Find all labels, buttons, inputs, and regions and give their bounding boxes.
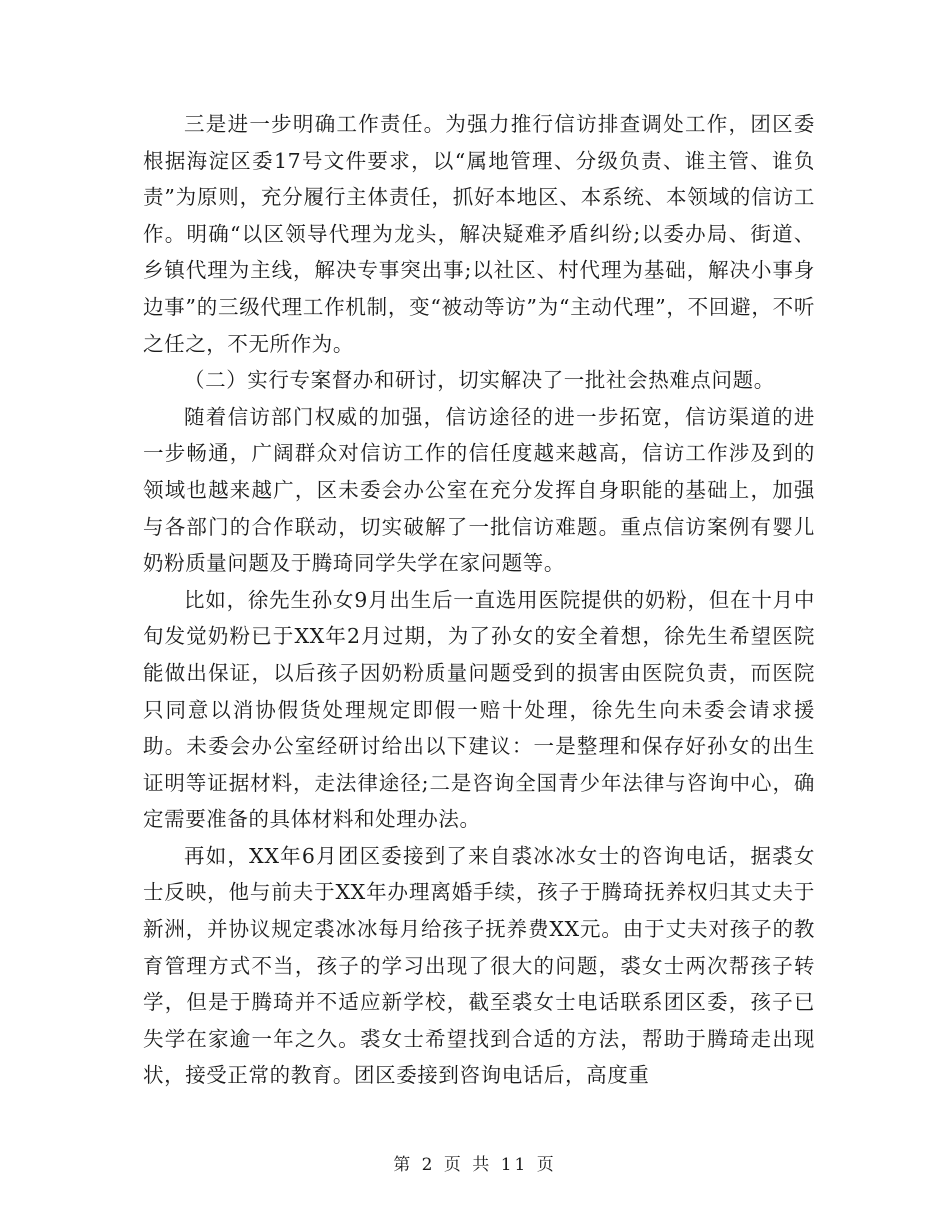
page-footer: 第 2 页 共 11 页	[393, 1155, 557, 1175]
paragraph-example-milk-powder: 比如，徐先生孙女9月出生后一直选用医院提供的奶粉，但在十月中旬发觉奶粉已于XX年2月过期，为了孙女的安全着想，徐先生希望医院能做出保证，以后孩子因奶粉质量问题受到的损害由医院负责，而医院只同意以消协假货处理规定即假一赔十处理，徐先生向未委会请求援助。未委会办公室经研讨给出以下建议：一是整理和保存好孙女的出生证明等证据材料，走法律途径;二是咨询全国青少年法律与咨询中心，确定需要准备的具体材料和处理办法。	[143, 587, 815, 832]
paragraph-work-responsibility: 三是进一步明确工作责任。为强力推行信访排查调处工作，团区委根据海淀区委17号文件要求，以“属地管理、分级负责、谁主管、谁负责”为原则，充分履行主体责任，抓好本地区、本系统、本领域的信访工作。明确“以区领导代理为龙头，解决疑难矛盾纠纷;以委办局、街道、乡镇代理为主线，解决专事突出事;以社区、村代理为基础，解决小事身边事”的三级代理工作机制，变“被动等访”为“主动代理”，不回避，不听之任之，不无所作为。	[143, 112, 815, 356]
section-heading-case-supervision: （二）实行专案督办和研讨，切实解决了一批社会热难点问题。	[184, 368, 775, 393]
paragraph-example-schooling: 再如，XX年6月团区委接到了来自裘冰冰女士的咨询电话，据裘女士反映，他与前夫于XX年办理离婚手续，孩子于腾琦抚养权归其丈夫于新洲，并协议规定裘冰冰每月给孩子抚养费XX元。由于丈夫对孩子的教育管理方式不当，孩子的学习出现了很大的问题，裘女士两次帮孩子转学，但是于腾琦并不适应新学校，截至裘女士电话联系团区委，孩子已失学在家逾一年之久。裘女士希望找到合适的方法，帮助于腾琦走出现状，接受正常的教育。团区委接到咨询电话后，高度重	[143, 843, 815, 1088]
paragraph-petition-channels: 随着信访部门权威的加强，信访途径的进一步拓宽，信访渠道的进一步畅通，广阔群众对信访工作的信任度越来越高，信访工作涉及到的领域也越来越广，区未委会办公室在充分发挥自身职能的基础上，加强与各部门的合作联动，切实破解了一批信访难题。重点信访案例有婴儿奶粉质量问题及于腾琦同学失学在家问题等。	[143, 404, 815, 576]
document-body	[143, 106, 815, 1094]
